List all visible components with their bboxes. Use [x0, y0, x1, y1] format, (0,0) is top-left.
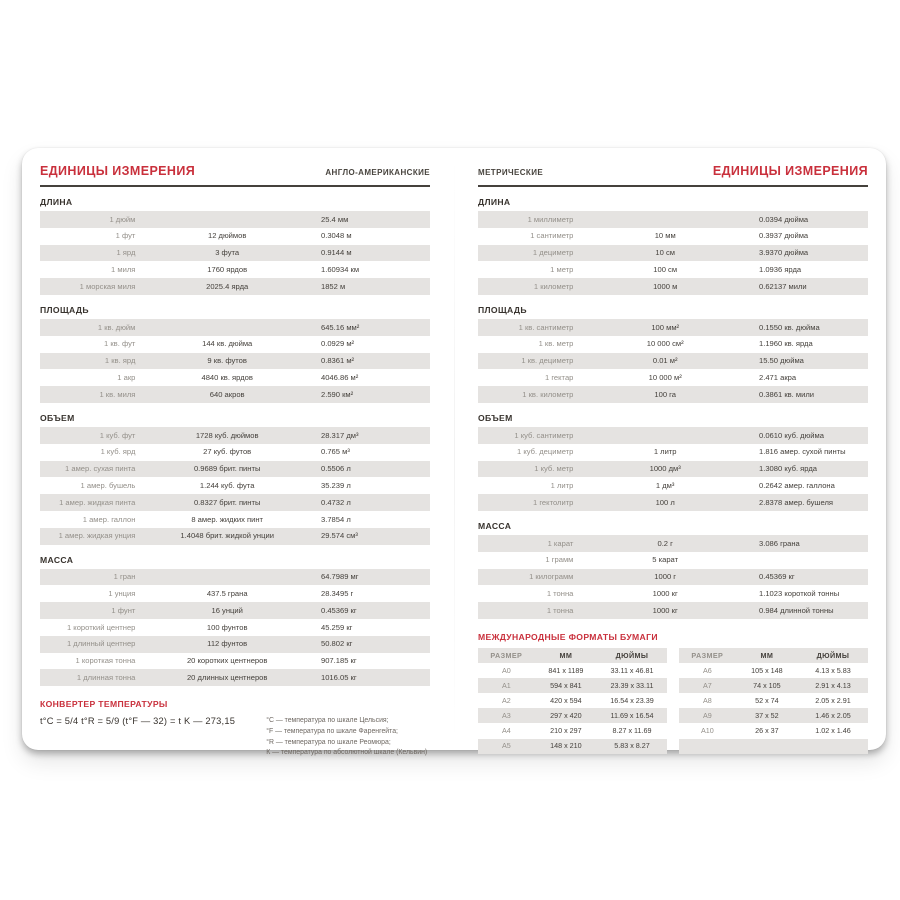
equivalent-cell: 10 000 м² — [648, 372, 682, 382]
value-cell: 45.259 кг — [320, 622, 353, 632]
equivalent-cell: 1000 кг — [652, 605, 678, 615]
table-row — [40, 427, 430, 444]
unit-cell: 1 дюйм — [109, 214, 136, 224]
paper-table-a6-a10 — [679, 648, 868, 754]
equivalent-cell: 0.8327 брит. пинты — [193, 497, 261, 507]
right-page — [454, 148, 886, 750]
value-cell: 1852 м — [320, 281, 346, 291]
table-row — [478, 261, 868, 278]
table-row — [40, 278, 430, 295]
equivalent-cell: 10 000 см² — [646, 339, 684, 349]
inch-cell: ДЮЙМЫ — [816, 650, 850, 660]
mm-cell: 210 x 297 — [550, 726, 582, 736]
equivalent-cell: 1 дм³ — [655, 480, 675, 490]
table-row — [40, 494, 430, 511]
left-page-header — [40, 164, 430, 187]
table-row — [478, 552, 868, 569]
value-cell: 64.7989 мг — [320, 572, 359, 582]
unit-cell: 1 куб. метр — [534, 464, 574, 474]
inch-cell: 23.39 x 33.11 — [610, 681, 654, 691]
unit-cell: 1 куб. сантиметр — [514, 430, 574, 440]
unit-cell: 1 унция — [108, 588, 136, 598]
equivalent-cell: 100 га — [654, 389, 676, 399]
mm-cell: 105 x 148 — [751, 665, 783, 675]
value-cell: 29.574 см³ — [320, 531, 358, 541]
equivalent-cell: 9 кв. футов — [207, 356, 247, 366]
equivalent-cell: 1000 кг — [652, 588, 678, 598]
table-row — [40, 319, 430, 336]
table-row — [40, 585, 430, 602]
section-heading: ОБЪЕМ — [40, 412, 75, 423]
table-row — [40, 245, 430, 262]
paper-row — [679, 739, 868, 754]
table-row — [478, 353, 868, 370]
section-rows — [40, 319, 430, 403]
mm-cell: 297 x 420 — [550, 711, 582, 721]
notebook-spread — [22, 148, 886, 757]
equivalent-cell: 20 коротких центнеров — [186, 656, 268, 666]
value-cell: 0.45369 кг — [320, 605, 357, 615]
value-cell: 0.9144 м — [320, 248, 352, 258]
value-cell: 0.0394 дюйма — [758, 214, 809, 224]
value-cell: 28.3495 г — [320, 588, 354, 598]
table-row — [40, 444, 430, 461]
equivalent-cell: 100 л — [655, 497, 675, 507]
table-row — [478, 444, 868, 461]
equivalent-cell: 16 унций — [211, 605, 243, 615]
paper-formats-title: МЕЖДУНАРОДНЫЕ ФОРМАТЫ БУМАГИ — [478, 631, 658, 642]
table-row — [40, 636, 430, 653]
equivalent-cell: 1000 м — [653, 281, 678, 291]
value-cell: 2.471 акра — [758, 372, 797, 382]
paper-row — [679, 663, 868, 678]
paper-row — [478, 708, 667, 723]
value-cell: 0.0929 м² — [320, 339, 355, 349]
paper-row — [478, 678, 667, 693]
unit-cell: 1 тонна — [546, 605, 574, 615]
section-rows — [478, 535, 868, 619]
unit-cell: 1 амер. бушель — [80, 480, 136, 490]
unit-cell: 1 длинная тонна — [76, 672, 136, 682]
unit-cell: 1 акр — [117, 372, 136, 382]
table-row — [478, 585, 868, 602]
section-rows — [40, 211, 430, 295]
mm-cell: 148 x 210 — [550, 741, 582, 751]
equivalent-cell: 1000 дм³ — [649, 464, 681, 474]
equivalent-cell: 20 длинных центнеров — [186, 672, 268, 682]
page-subtitle: МЕТРИЧЕСКИЕ — [478, 168, 544, 177]
value-cell: 3.086 грана — [758, 538, 800, 548]
unit-cell: 1 кв. миля — [99, 389, 136, 399]
value-cell: 2.590 км² — [320, 389, 354, 399]
value-cell: 1.3080 куб. ярда — [758, 464, 817, 474]
value-cell: 645.16 мм² — [320, 322, 360, 332]
value-cell: 15.50 дюйма — [758, 356, 804, 366]
temperature-title: КОНВЕРТЕР ТЕМПЕРАТУРЫ — [40, 699, 168, 710]
unit-cell: 1 морская миля — [79, 281, 136, 291]
unit-cell: 1 фунт — [111, 605, 136, 615]
paper-row — [478, 693, 667, 708]
table-row — [478, 494, 868, 511]
unit-cell: 1 короткая тонна — [75, 656, 136, 666]
value-cell: 0.1550 кв. дюйма — [758, 322, 820, 332]
table-row — [478, 211, 868, 228]
mm-cell: ММ — [559, 650, 573, 660]
value-cell: 0.0610 куб. дюйма — [758, 430, 824, 440]
section-rows — [478, 319, 868, 403]
table-row — [40, 336, 430, 353]
equivalent-cell: 27 куб. футов — [203, 447, 252, 457]
equivalent-cell: 0.9689 брит. пинты — [193, 464, 261, 474]
value-cell: 2.8378 амер. бушеля — [758, 497, 834, 507]
section-rows — [478, 427, 868, 511]
equivalent-cell: 0.2 г — [657, 538, 673, 548]
equivalent-cell: 437.5 грана — [206, 588, 248, 598]
mm-cell: 37 x 52 — [755, 711, 779, 721]
value-cell: 35.239 л — [320, 480, 351, 490]
paper-header-row — [679, 648, 868, 663]
inch-cell: 11.69 x 16.54 — [610, 711, 654, 721]
value-cell: 50.802 кг — [320, 639, 353, 649]
section-heading: ОБЪЕМ — [478, 412, 513, 423]
table-row — [40, 369, 430, 386]
unit-section — [478, 521, 868, 619]
equivalent-cell: 2025.4 ярда — [206, 281, 249, 291]
table-row — [40, 569, 430, 586]
table-row — [478, 369, 868, 386]
unit-cell: 1 гектар — [544, 372, 574, 382]
mm-cell: 26 x 37 — [755, 726, 779, 736]
temperature-legend — [266, 716, 430, 759]
table-row — [40, 353, 430, 370]
value-cell: 4046.86 м² — [320, 372, 359, 382]
page-subtitle: АНГЛО-АМЕРИКАНСКИЕ — [325, 168, 430, 177]
value-cell: 0.984 длинной тонны — [758, 605, 834, 615]
table-row — [40, 228, 430, 245]
mm-cell: 594 x 841 — [550, 681, 582, 691]
size-cell: A3 — [501, 711, 511, 721]
unit-cell: 1 метр — [550, 264, 574, 274]
inch-cell: 4.13 x 5.83 — [815, 665, 851, 675]
unit-section — [478, 413, 868, 511]
section-heading: МАССА — [478, 520, 512, 531]
right-unit-sections — [478, 197, 868, 619]
size-cell: A6 — [702, 665, 712, 675]
paper-header-row — [478, 648, 667, 663]
mm-cell: 74 x 105 — [753, 681, 781, 691]
inch-cell: 2.05 x 2.91 — [815, 696, 851, 706]
equivalent-cell: 144 кв. дюйма — [202, 339, 253, 349]
unit-cell: 1 миллиметр — [527, 214, 574, 224]
inch-cell: 5.83 x 8.27 — [614, 741, 650, 751]
unit-cell: 1 литр — [550, 480, 574, 490]
unit-cell: 1 грамм — [545, 555, 574, 565]
mm-cell: 52 x 74 — [755, 696, 779, 706]
equivalent-cell: 10 мм — [654, 231, 676, 241]
inch-cell: ДЮЙМЫ — [615, 650, 649, 660]
inch-cell: 1.02 x 1.46 — [815, 726, 851, 736]
value-cell: 0.3937 дюйма — [758, 231, 809, 241]
unit-cell: 1 куб. фут — [99, 430, 136, 440]
equivalent-cell: 12 дюймов — [207, 231, 247, 241]
value-cell: 1016.05 кг — [320, 672, 357, 682]
value-cell: 0.3861 кв. мили — [758, 389, 815, 399]
unit-cell: 1 фут — [115, 231, 136, 241]
section-rows — [478, 211, 868, 295]
inch-cell: 33.11 x 46.81 — [610, 665, 654, 675]
unit-section — [478, 197, 868, 295]
unit-section — [478, 305, 868, 403]
table-row — [478, 427, 868, 444]
value-cell: 0.4732 л — [320, 497, 351, 507]
size-cell: A0 — [501, 665, 511, 675]
paper-table-a0-a5 — [478, 648, 667, 754]
size-cell: A5 — [501, 741, 511, 751]
equivalent-cell: 0.01 м² — [652, 356, 678, 366]
inch-cell: 1.46 x 2.05 — [815, 711, 851, 721]
legend-line: °C — температура по шкале Цельсия; — [266, 717, 389, 725]
value-cell: 0.3048 м — [320, 231, 352, 241]
unit-cell: 1 гектолитр — [533, 497, 574, 507]
equivalent-cell: 5 карат — [652, 555, 679, 565]
unit-cell: 1 амер. сухая пинта — [65, 464, 136, 474]
unit-cell: 1 кв. дециметр — [521, 356, 574, 366]
size-cell: A7 — [702, 681, 712, 691]
legend-line: °R — температура по шкале Реомюра; — [266, 738, 391, 746]
mm-cell: 420 x 594 — [550, 696, 582, 706]
table-row — [40, 619, 430, 636]
size-cell: A4 — [501, 726, 511, 736]
unit-cell: 1 тонна — [546, 588, 574, 598]
left-unit-sections — [40, 197, 430, 686]
value-cell: 1.1023 короткой тонны — [758, 588, 840, 598]
value-cell: 1.60934 км — [320, 264, 360, 274]
inch-cell: 2.91 x 4.13 — [815, 681, 851, 691]
temperature-formula: t°C = 5/4 t°R = 5/9 (t°F — 32) = t K — 273,15 — [40, 716, 236, 727]
unit-section — [40, 305, 430, 403]
value-cell: 3.9370 дюйма — [758, 248, 809, 258]
size-cell: A10 — [700, 726, 714, 736]
table-row — [40, 602, 430, 619]
paper-formats — [478, 632, 868, 754]
unit-cell: 1 гран — [113, 572, 136, 582]
size-cell: A9 — [702, 711, 712, 721]
table-row — [478, 461, 868, 478]
unit-cell: 1 килограмм — [529, 572, 574, 582]
unit-cell: 1 амер. жидкая пинта — [59, 497, 136, 507]
equivalent-cell: 1.244 куб. фута — [199, 480, 255, 490]
section-heading: ДЛИНА — [478, 197, 511, 207]
unit-cell: 1 километр — [533, 281, 574, 291]
unit-cell: 1 кв. сантиметр — [518, 322, 574, 332]
section-heading: ПЛОЩАДЬ — [478, 304, 527, 315]
value-cell: 28.317 дм³ — [320, 430, 359, 440]
section-heading: МАССА — [40, 554, 74, 565]
equivalent-cell: 112 фунтов — [207, 639, 248, 649]
table-row — [40, 528, 430, 545]
table-row — [40, 211, 430, 228]
value-cell: 1.1960 кв. ярда — [758, 339, 813, 349]
size-cell: РАЗМЕР — [691, 650, 724, 660]
value-cell: 0.765 м³ — [320, 447, 350, 457]
table-row — [478, 535, 868, 552]
legend-line: °F — температура по шкале Фаренгейта; — [266, 727, 398, 735]
table-row — [478, 336, 868, 353]
unit-cell: 1 куб. ярд — [100, 447, 136, 457]
page-title: ЕДИНИЦЫ ИЗМЕРЕНИЯ — [40, 164, 196, 178]
unit-cell: 1 амер. галлон — [82, 514, 136, 524]
unit-cell: 1 кв. фут — [104, 339, 136, 349]
equivalent-cell: 3 фута — [215, 248, 240, 258]
unit-section — [40, 413, 430, 545]
value-cell: 1.816 амер. сухой пинты — [758, 447, 846, 457]
legend-line: К — температура по абсолютной шкале (Кельвин) — [266, 749, 428, 757]
section-heading: ДЛИНА — [40, 197, 73, 207]
right-page-header — [478, 164, 868, 187]
size-cell: A8 — [702, 696, 712, 706]
value-cell: 0.45369 кг — [758, 572, 795, 582]
value-cell: 0.62137 мили — [758, 281, 807, 291]
unit-cell: 1 кв. ярд — [104, 356, 136, 366]
paper-row — [679, 723, 868, 738]
table-row — [40, 511, 430, 528]
unit-cell: 1 длинный центнер — [66, 639, 136, 649]
paper-row — [679, 693, 868, 708]
section-heading: ПЛОЩАДЬ — [40, 304, 89, 315]
table-row — [40, 386, 430, 403]
value-cell: 0.5506 л — [320, 464, 351, 474]
unit-cell: 1 кв. дюйм — [97, 322, 136, 332]
equivalent-cell: 640 акров — [209, 389, 245, 399]
temperature-body — [40, 716, 430, 759]
mm-cell: ММ — [760, 650, 774, 660]
paper-format-tables — [478, 648, 868, 754]
table-row — [40, 461, 430, 478]
unit-cell: 1 кв. километр — [522, 389, 574, 399]
value-cell: 1.0936 ярда — [758, 264, 802, 274]
unit-cell: 1 карат — [547, 538, 574, 548]
equivalent-cell: 1 литр — [653, 447, 677, 457]
section-rows — [40, 569, 430, 687]
table-row — [478, 477, 868, 494]
unit-section — [40, 197, 430, 295]
inch-cell: 8.27 x 11.69 — [612, 726, 652, 736]
table-row — [478, 569, 868, 586]
table-row — [478, 319, 868, 336]
paper-row — [478, 663, 667, 678]
page-title: ЕДИНИЦЫ ИЗМЕРЕНИЯ — [712, 164, 868, 178]
unit-cell: 1 амер. жидкая унция — [58, 531, 136, 541]
value-cell: 3.7854 л — [320, 514, 351, 524]
table-row — [40, 653, 430, 670]
size-cell: A2 — [501, 696, 511, 706]
equivalent-cell: 100 мм² — [651, 322, 680, 332]
equivalent-cell: 1728 куб. дюймов — [195, 430, 259, 440]
table-row — [478, 602, 868, 619]
mm-cell: 841 x 1189 — [548, 665, 584, 675]
equivalent-cell: 10 см — [655, 248, 675, 258]
paper-row — [679, 678, 868, 693]
equivalent-cell: 100 см — [653, 264, 678, 274]
unit-cell: 1 кв. метр — [538, 339, 574, 349]
equivalent-cell: 1.4048 брит. жидкой унции — [180, 531, 274, 541]
inch-cell: 16.54 x 23.39 — [610, 696, 654, 706]
section-rows — [40, 427, 430, 545]
table-row — [478, 245, 868, 262]
paper-row — [679, 708, 868, 723]
value-cell: 0.2642 амер. галлона — [758, 480, 835, 490]
size-cell: РАЗМЕР — [490, 650, 523, 660]
equivalent-cell: 8 амер. жидких пинт — [191, 514, 264, 524]
value-cell: 25.4 мм — [320, 214, 349, 224]
equivalent-cell: 100 фунтов — [206, 622, 248, 632]
paper-row — [478, 739, 667, 754]
unit-cell: 1 сантиметр — [530, 231, 574, 241]
size-cell: A1 — [501, 681, 511, 691]
table-row — [478, 386, 868, 403]
table-row — [40, 477, 430, 494]
unit-cell: 1 дециметр — [532, 248, 574, 258]
table-row — [40, 261, 430, 278]
table-row — [478, 278, 868, 295]
unit-cell: 1 короткий центнер — [66, 622, 136, 632]
table-row — [478, 228, 868, 245]
paper-row — [478, 723, 667, 738]
equivalent-cell: 4840 кв. ярдов — [201, 372, 253, 382]
unit-cell: 1 миля — [111, 264, 136, 274]
equivalent-cell: 1000 г — [654, 572, 677, 582]
value-cell: 0.8361 м² — [320, 356, 355, 366]
left-page — [22, 148, 454, 757]
value-cell: 907.185 кг — [320, 656, 357, 666]
equivalent-cell: 1760 ярдов — [207, 264, 248, 274]
unit-cell: 1 ярд — [116, 248, 136, 258]
table-row — [40, 669, 430, 686]
temperature-converter — [40, 699, 430, 759]
unit-section — [40, 555, 430, 687]
unit-cell: 1 куб. дециметр — [517, 447, 574, 457]
